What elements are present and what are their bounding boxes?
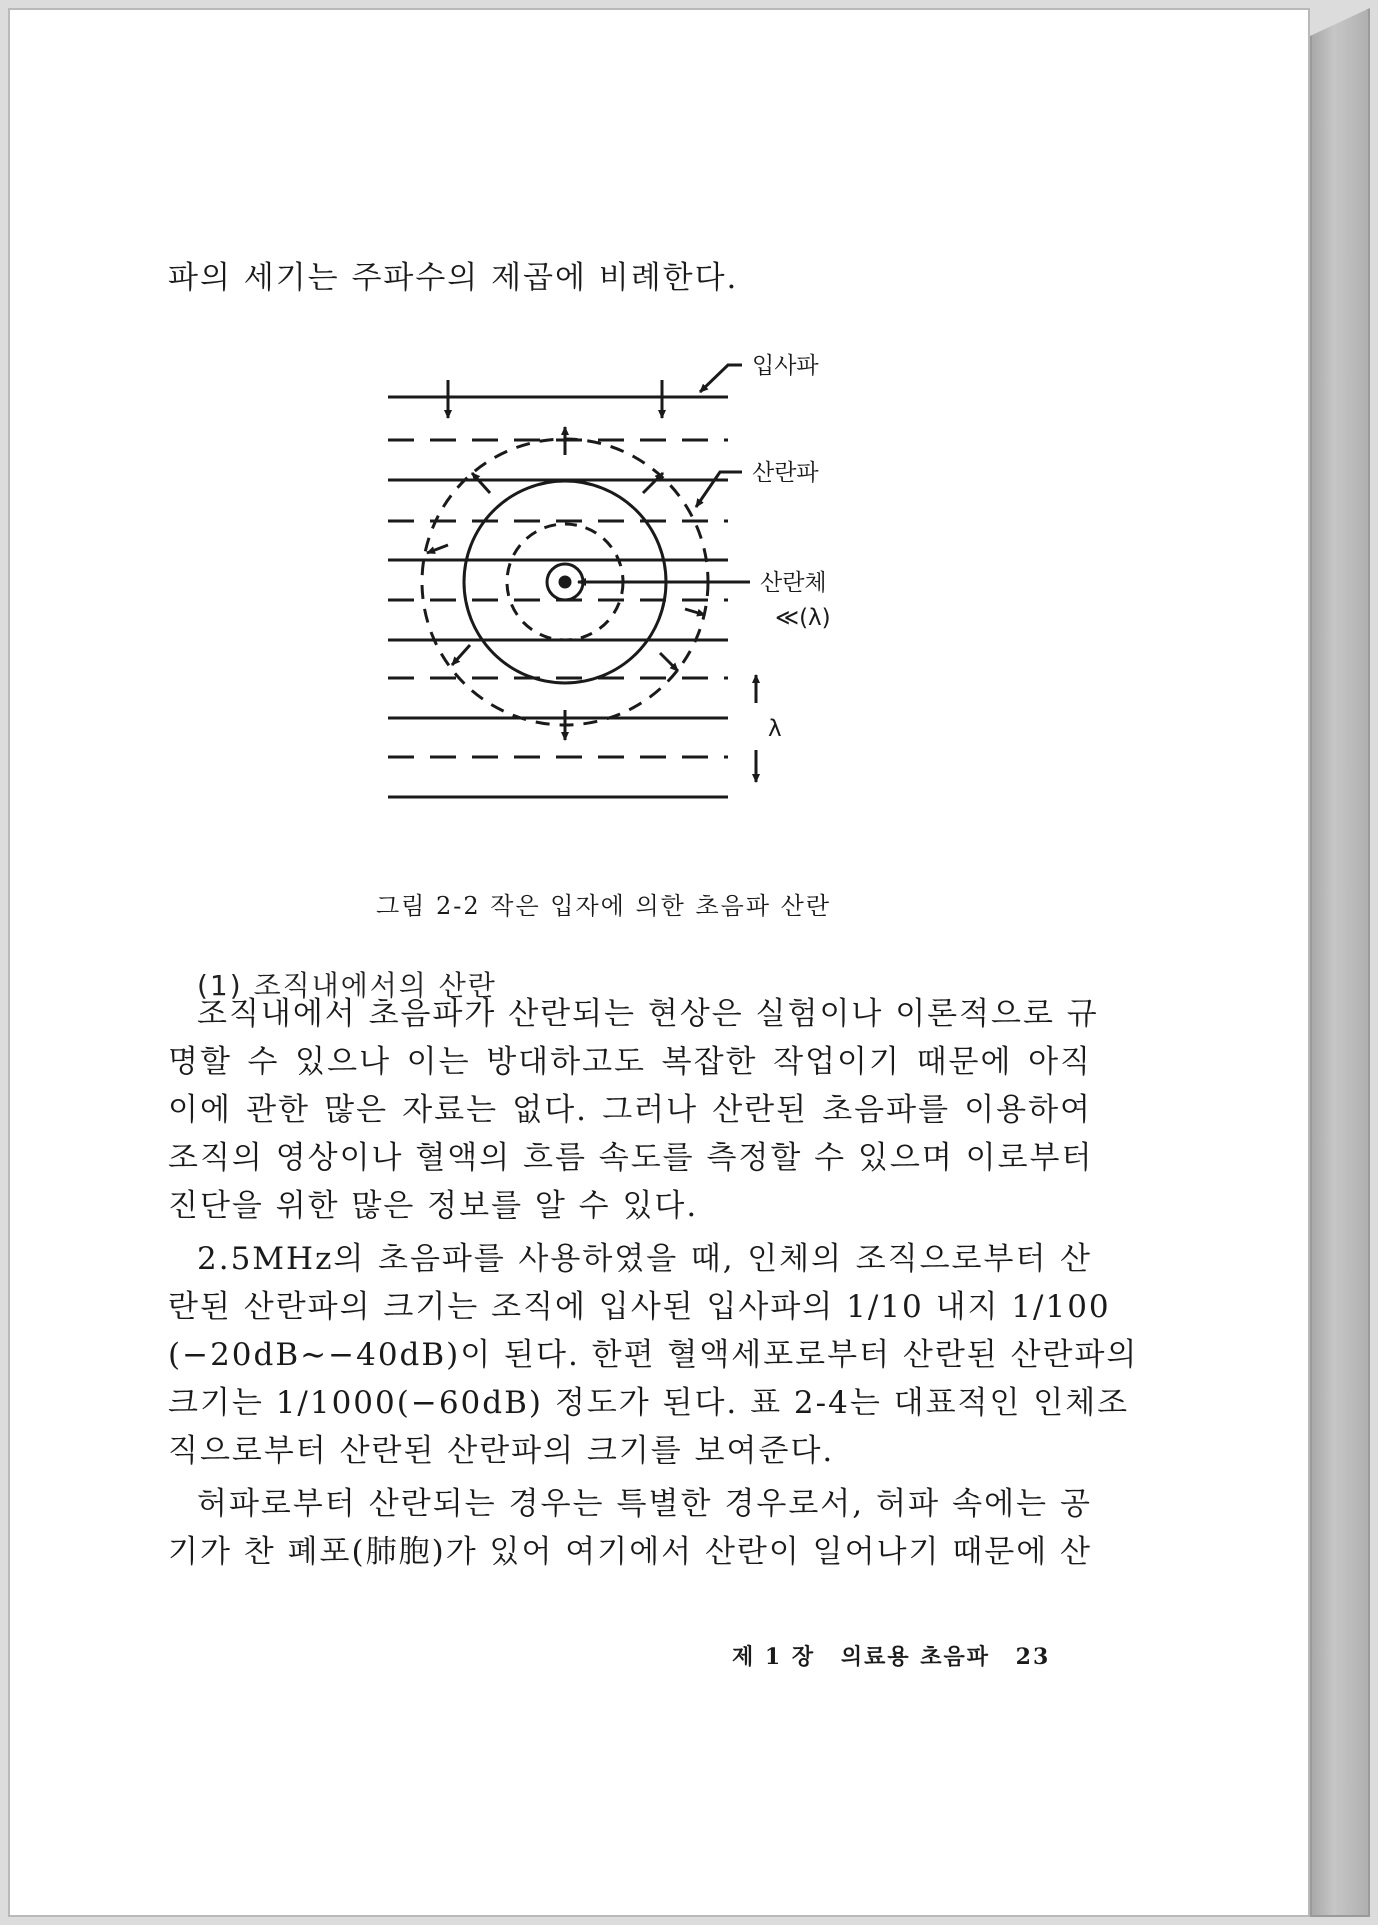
label-scatterer-size: ≪(λ) bbox=[775, 605, 831, 631]
scattered-leader bbox=[696, 472, 742, 507]
paragraph-line: 조직의 영상이나 혈액의 흐름 속도를 측정할 수 있으며 이로부터 bbox=[168, 1140, 1094, 1176]
page-number: 23 bbox=[1015, 1644, 1051, 1670]
paragraph-line: (−20dB∼−40dB)이 된다. 한편 혈액세포로부터 산란된 산란파의 bbox=[168, 1337, 1139, 1373]
paragraph-line: 진단을 위한 많은 정보를 알 수 있다. bbox=[168, 1188, 699, 1224]
label-scattered-wave: 산란파 bbox=[752, 460, 819, 486]
footer-title: 의료용 초음파 bbox=[840, 1644, 990, 1670]
label-wavelength: λ bbox=[768, 716, 782, 742]
page-stack-edge bbox=[1310, 8, 1370, 1917]
paragraph-line: 허파로부터 산란되는 경우는 특별한 경우로서, 허파 속에는 공 bbox=[197, 1486, 1092, 1522]
paragraph-line: 조직내에서 초음파가 산란되는 현상은 실험이나 이론적으로 규 bbox=[197, 996, 1099, 1032]
page-footer bbox=[732, 1640, 1066, 1671]
paragraph-line: 기가 찬 폐포(肺胞)가 있어 여기에서 산란이 일어나기 때문에 산 bbox=[168, 1534, 1092, 1570]
scattering-figure bbox=[360, 335, 900, 835]
paragraph-line: 2.5MHz의 초음파를 사용하였을 때, 인체의 조직으로부터 산 bbox=[197, 1241, 1092, 1277]
paragraph-line: 이에 관한 많은 자료는 없다. 그러나 산란된 초음파를 이용하여 bbox=[168, 1092, 1092, 1128]
paragraph-line: 직으로부터 산란된 산란파의 크기를 보여준다. bbox=[168, 1433, 835, 1469]
label-incident-wave: 입사파 bbox=[752, 353, 819, 379]
paragraph-line: 란된 산란파의 크기는 조직에 입사된 입사파의 1/10 내지 1/100 bbox=[168, 1289, 1111, 1325]
footer-chapter: 제 1 장 bbox=[732, 1644, 816, 1670]
scatterer-dot bbox=[560, 577, 570, 587]
label-scatterer: 산란체 bbox=[760, 570, 827, 596]
paragraph-line: 크기는 1/1000(−60dB) 정도가 된다. 표 2-4는 대표적인 인체조 bbox=[168, 1385, 1130, 1421]
section-heading: (1) 조직내에서의 산란 bbox=[197, 969, 497, 1002]
paragraph-line: 명할 수 있으나 이는 방대하고도 복잡한 작업이기 때문에 아직 bbox=[168, 1044, 1092, 1080]
figure-caption: 그림 2-2 작은 입자에 의한 초음파 산란 bbox=[376, 892, 831, 920]
incident-leader bbox=[700, 365, 742, 392]
intro-line: 파의 세기는 주파수의 제곱에 비례한다. bbox=[168, 260, 739, 296]
